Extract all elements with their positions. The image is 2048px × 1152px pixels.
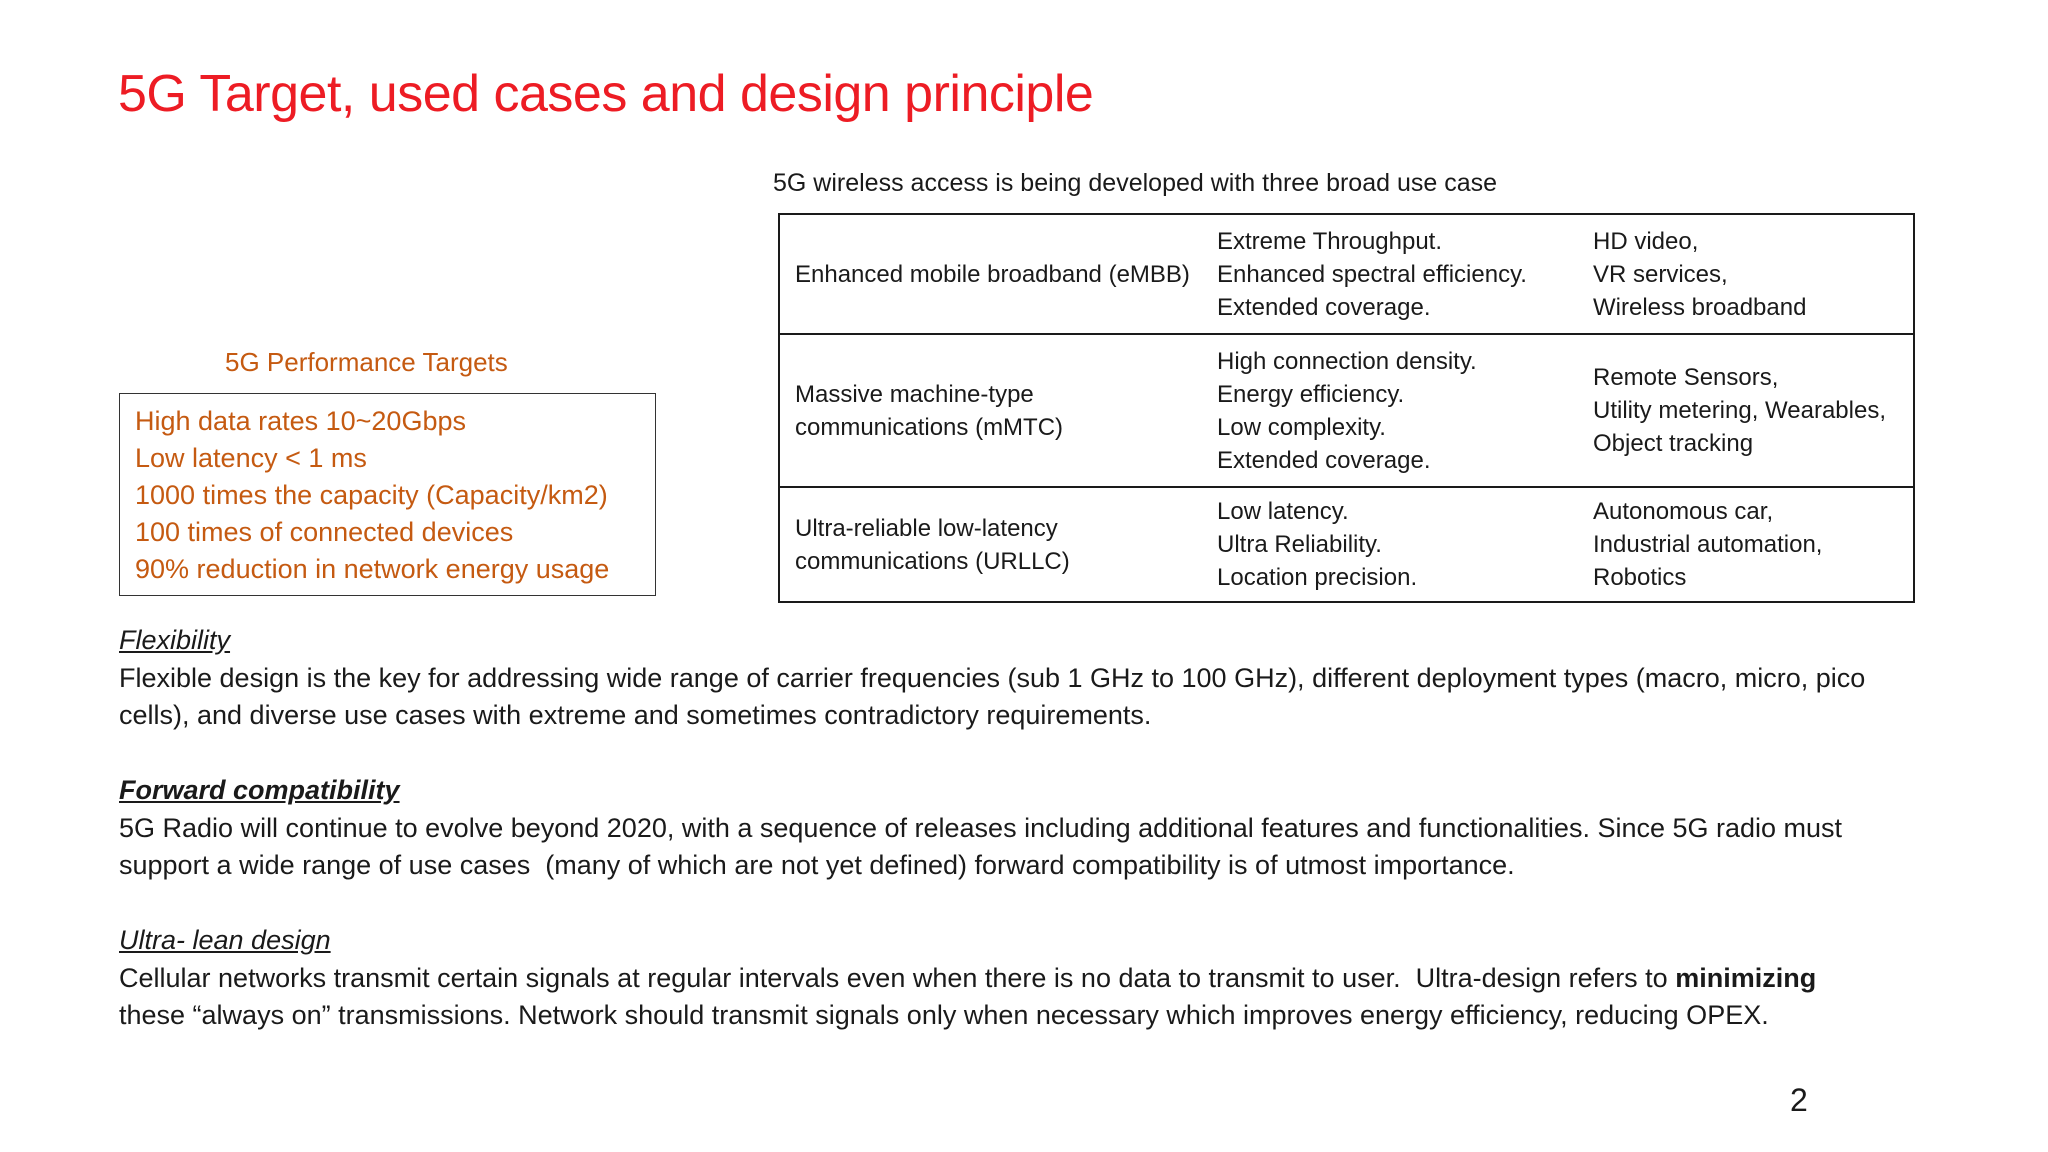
slide-title: 5G Target, used cases and design principle <box>118 65 1094 123</box>
principle-flexibility <box>119 622 1999 735</box>
application-line: Robotics <box>1593 564 1687 591</box>
performance-target-item: 100 times of connected devices <box>135 517 514 547</box>
application-line: VR services, <box>1593 260 1728 288</box>
use-case-row-mmtc <box>780 333 1913 486</box>
principle-forward-compatibility <box>119 772 1999 885</box>
requirement-line: Extreme Throughput. <box>1217 227 1443 255</box>
requirement-line: Ultra Reliability. <box>1217 531 1382 558</box>
application-line: Utility metering, Wearables, <box>1593 397 1886 424</box>
requirement-line: Extended coverage. <box>1217 446 1431 474</box>
requirement-line: Low complexity. <box>1217 413 1386 441</box>
page-number: 2 <box>1790 1082 1808 1118</box>
use-case-name-cell <box>780 488 1217 601</box>
requirement-line: Extended coverage. <box>1217 293 1431 321</box>
use-case-applications-cell <box>1593 488 1913 601</box>
principle-text-line: support a wide range of use cases (many of which are not yet defined) forward compatibility is of utmost importance. <box>119 850 1515 880</box>
emphasis-text: minimizing <box>1675 962 1817 993</box>
use-case-requirements-cell <box>1217 335 1593 486</box>
application-line: Wireless broadband <box>1593 293 1807 321</box>
design-principles <box>119 622 1999 1035</box>
requirement-line: High connection density. <box>1217 347 1477 375</box>
application-line: Industrial automation, <box>1593 531 1823 558</box>
use-case-table-caption: 5G wireless access is being developed with three broad use case <box>773 169 1498 197</box>
use-case-requirements-cell <box>1217 488 1593 601</box>
performance-targets-heading: 5G Performance Targets <box>225 347 508 377</box>
principle-text-segment: Cellular networks transmit certain signals at regular intervals even when there is no data to transmit to user. Ultra-design refers to <box>119 962 1676 993</box>
use-case-applications-cell <box>1593 335 1913 486</box>
use-case-row-embb <box>780 215 1913 333</box>
application-line: Object tracking <box>1593 430 1754 457</box>
use-case-name-line: Enhanced mobile broadband (eMBB) <box>795 260 1190 288</box>
performance-target-item: Low latency < 1 ms <box>135 443 367 473</box>
principle-heading: Ultra- lean design <box>119 925 331 955</box>
performance-targets-box <box>119 393 656 596</box>
use-case-requirements-cell <box>1217 215 1593 333</box>
performance-target-item: 1000 times the capacity (Capacity/km2) <box>135 480 608 510</box>
use-case-name-line: communications (URLLC) <box>795 547 1070 575</box>
principle-ultra-lean-design <box>119 922 1999 1035</box>
principle-text-line <box>119 960 1999 998</box>
use-case-name-line: Ultra-reliable low-latency <box>795 514 1058 542</box>
application-line: Autonomous car, <box>1593 498 1774 525</box>
requirement-line: Energy efficiency. <box>1217 380 1405 408</box>
requirement-line: Location precision. <box>1217 564 1418 591</box>
principle-heading: Flexibility <box>119 625 231 655</box>
use-case-name-line: Massive machine-type <box>795 380 1034 408</box>
requirement-line: Low latency. <box>1217 498 1349 525</box>
use-case-name-cell <box>780 335 1217 486</box>
use-case-name-cell <box>780 215 1217 333</box>
application-line: Remote Sensors, <box>1593 364 1779 391</box>
use-case-applications-cell <box>1593 215 1913 333</box>
use-case-name-line: communications (mMTC) <box>795 413 1064 441</box>
principle-heading: Forward compatibility <box>119 775 400 805</box>
principle-text-line: cells), and diverse use cases with extreme and sometimes contradictory requirements. <box>119 700 1152 730</box>
use-case-table <box>778 213 1915 603</box>
requirement-line: Enhanced spectral efficiency. <box>1217 260 1527 288</box>
application-line: HD video, <box>1593 227 1699 255</box>
principle-text-line: Flexible design is the key for addressing wide range of carrier frequencies (sub 1 GHz to 100 GHz), different deployment types (macro, micro, pico <box>119 662 1866 693</box>
performance-target-item: High data rates 10~20Gbps <box>135 406 466 436</box>
principle-text-line: 5G Radio will continue to evolve beyond 2020, with a sequence of releases including additional features and functionalities. Since 5G radio must <box>119 812 1843 843</box>
principle-text-line: these “always on” transmissions. Network should transmit signals only when necessary which improves energy efficiency, reducing OPEX. <box>119 1000 1769 1030</box>
performance-target-item: 90% reduction in network energy usage <box>135 554 610 584</box>
use-case-row-urllc <box>780 486 1913 601</box>
